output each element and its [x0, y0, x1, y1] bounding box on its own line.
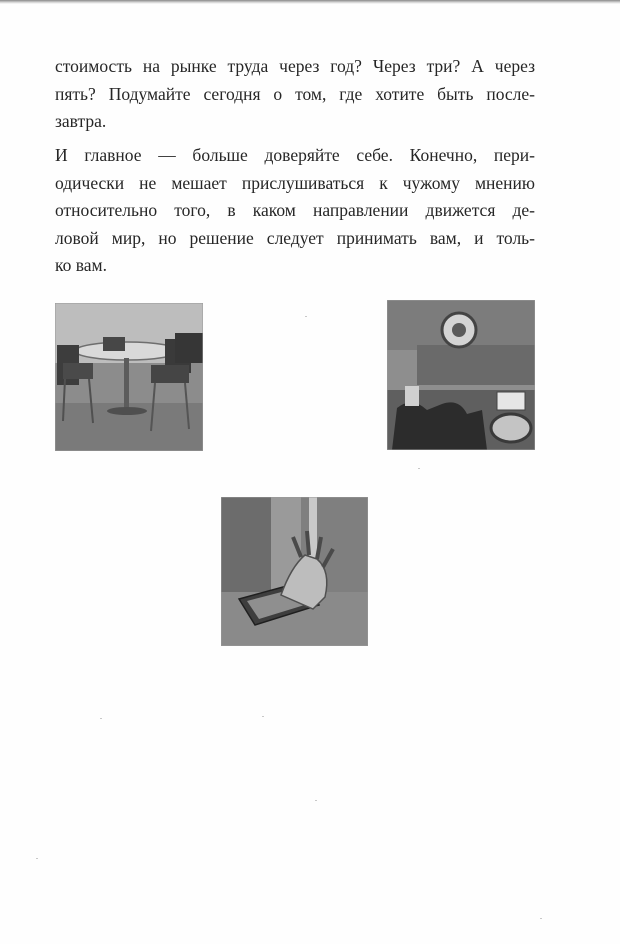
paragraph-market-value — [55, 53, 535, 136]
text-line: стоимость на рынке труда через год? Через три? А через — [55, 56, 535, 76]
text-line: относительно того, в каком направлении движется де- — [55, 200, 535, 220]
text-line: одически не мешает прислушиваться к чужому мнению — [55, 172, 535, 193]
text-line: И главное — больше доверяйте себе. Конечно, пери- — [55, 145, 535, 165]
photo-hands-tablet — [221, 497, 368, 646]
text-line: ловой мир, но решение следует принимать вам, и толь- — [55, 227, 535, 248]
scan-speck — [262, 716, 264, 717]
photo-meeting-table — [55, 303, 203, 451]
text-line: пять? Подумайте сегодня о том, где хотите быть после- — [55, 83, 535, 104]
paragraph-trust-yourself — [55, 142, 535, 280]
text-line: завтра. — [55, 111, 107, 131]
scan-speck — [100, 718, 102, 719]
scan-speck — [36, 858, 38, 859]
page-top-edge — [0, 0, 620, 4]
scan-speck — [315, 800, 317, 801]
scan-speck — [418, 468, 420, 469]
photo-desk-objects — [387, 300, 535, 450]
scan-speck — [540, 918, 542, 919]
scan-speck — [305, 316, 307, 317]
text-line: ко вам. — [55, 255, 107, 275]
